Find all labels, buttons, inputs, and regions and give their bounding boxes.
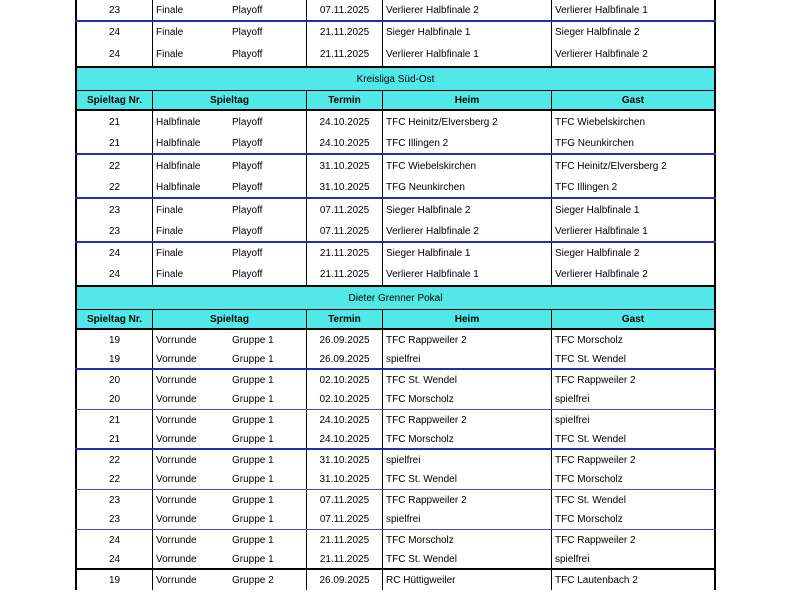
spieltag-nr-cell: 21 — [75, 111, 152, 133]
table-row — [75, 199, 716, 221]
header-gast: Gast — [551, 91, 716, 109]
gast-cell: TFC St. Wendel — [551, 430, 716, 448]
table-row — [75, 133, 716, 155]
heim-cell: Verlierer Halbfinale 2 — [382, 0, 551, 20]
termin-cell: 21.11.2025 — [306, 243, 382, 264]
typ-cell: Playoff — [232, 116, 263, 128]
runde-cell: Halbfinale — [152, 155, 229, 177]
termin-cell: 21.11.2025 — [306, 22, 382, 43]
runde-cell: Vorrunde — [152, 370, 229, 390]
typ-cell: Playoff — [232, 225, 263, 237]
header-spieltag-nr: Spieltag Nr. — [75, 91, 152, 109]
termin-cell: 26.09.2025 — [306, 570, 382, 590]
gast-cell: Sieger Halbfinale 2 — [551, 243, 716, 264]
runde-cell: Finale — [152, 0, 229, 20]
table-row — [75, 350, 716, 370]
gast-cell: TFG Neunkirchen — [551, 133, 716, 153]
spieltag-nr-cell: 24 — [75, 550, 152, 568]
table-row — [75, 570, 716, 590]
runde-cell: Finale — [152, 199, 229, 221]
section-title: Dieter Grenner Pokal — [75, 285, 716, 310]
runde-cell: Vorrunde — [152, 530, 229, 550]
gast-cell: TFC St. Wendel — [551, 490, 716, 510]
heim-cell: Verlierer Halbfinale 2 — [382, 221, 551, 241]
termin-cell: 07.11.2025 — [306, 0, 382, 20]
spieltag-nr-cell: 24 — [75, 530, 152, 550]
gast-cell: Sieger Halbfinale 2 — [551, 22, 716, 43]
schedule-sheet — [75, 0, 716, 590]
gast-cell: spielfrei — [551, 550, 716, 568]
runde-cell: Vorrunde — [152, 330, 229, 350]
runde-cell: Vorrunde — [152, 450, 229, 470]
heim-cell: TFC Wiebelskirchen — [382, 155, 551, 177]
spieltag-nr-cell: 21 — [75, 430, 152, 448]
typ-cell: Gruppe 1 — [232, 334, 274, 346]
heim-cell: RC Hüttigweiler — [382, 570, 551, 590]
sued-ost-rows — [75, 111, 716, 285]
typ-cell: Gruppe 1 — [232, 494, 274, 506]
gast-cell: Verlierer Halbfinale 1 — [551, 221, 716, 241]
gast-cell: Verlierer Halbfinale 1 — [551, 0, 716, 20]
runde-cell: Finale — [152, 264, 229, 285]
runde-cell: Vorrunde — [152, 570, 229, 590]
gast-cell: TFC Rappweiler 2 — [551, 370, 716, 390]
typ-cell: Playoff — [232, 4, 263, 16]
runde-cell: Vorrunde — [152, 350, 229, 368]
spieltag-nr-cell: 22 — [75, 177, 152, 197]
spieltag-nr-cell: 24 — [75, 243, 152, 264]
table-row — [75, 221, 716, 243]
spieltag-nr-cell: 20 — [75, 390, 152, 409]
gast-cell: TFC Wiebelskirchen — [551, 111, 716, 133]
termin-cell: 21.11.2025 — [306, 43, 382, 66]
typ-cell: Gruppe 1 — [232, 394, 274, 405]
spieltag-nr-cell: 23 — [75, 221, 152, 241]
termin-cell: 21.11.2025 — [306, 264, 382, 285]
gast-cell: TFC Morscholz — [551, 330, 716, 350]
table-row — [75, 430, 716, 450]
table-row — [75, 111, 716, 133]
gast-cell: Sieger Halbfinale 1 — [551, 199, 716, 221]
termin-cell: 31.10.2025 — [306, 177, 382, 197]
termin-cell: 31.10.2025 — [306, 470, 382, 489]
gast-cell: TFC Rappweiler 2 — [551, 530, 716, 550]
header-spieltag: Spieltag — [152, 91, 306, 109]
typ-cell: Gruppe 1 — [232, 414, 274, 426]
heim-cell: spielfrei — [382, 450, 551, 470]
runde-cell: Vorrunde — [152, 490, 229, 510]
gast-cell: TFC Illingen 2 — [551, 177, 716, 197]
heim-cell: TFC St. Wendel — [382, 550, 551, 568]
heim-cell: TFC Morscholz — [382, 430, 551, 448]
table-row — [75, 450, 716, 470]
header-heim: Heim — [382, 91, 551, 109]
spieltag-nr-cell: 24 — [75, 22, 152, 43]
table-row — [75, 243, 716, 264]
typ-cell: Playoff — [232, 181, 263, 193]
heim-cell: TFG Neunkirchen — [382, 177, 551, 197]
termin-cell: 07.11.2025 — [306, 490, 382, 510]
table-row — [75, 330, 716, 350]
typ-cell: Gruppe 1 — [232, 553, 274, 565]
table-row — [75, 490, 716, 510]
header-heim: Heim — [382, 310, 551, 328]
termin-cell: 07.11.2025 — [306, 221, 382, 241]
termin-cell: 07.11.2025 — [306, 199, 382, 221]
spieltag-nr-cell: 24 — [75, 264, 152, 285]
table-row — [75, 0, 716, 22]
runde-cell: Halbfinale — [152, 111, 229, 133]
heim-cell: Verlierer Halbfinale 1 — [382, 43, 551, 66]
gast-cell: TFC Rappweiler 2 — [551, 450, 716, 470]
runde-cell: Vorrunde — [152, 550, 229, 568]
spieltag-nr-cell: 19 — [75, 570, 152, 590]
heim-cell: Sieger Halbfinale 1 — [382, 22, 551, 43]
table-row — [75, 410, 716, 430]
spieltag-nr-cell: 23 — [75, 510, 152, 529]
spieltag-nr-cell: 23 — [75, 199, 152, 221]
runde-cell: Finale — [152, 243, 229, 264]
typ-cell: Gruppe 1 — [232, 514, 274, 525]
runde-cell: Finale — [152, 22, 229, 43]
spieltag-nr-cell: 22 — [75, 470, 152, 489]
spieltag-nr-cell: 20 — [75, 370, 152, 390]
spieltag-nr-cell: 22 — [75, 450, 152, 470]
header-spieltag: Spieltag — [152, 310, 306, 328]
termin-cell: 07.11.2025 — [306, 510, 382, 529]
typ-cell: Playoff — [232, 27, 263, 38]
gast-cell: TFC Morscholz — [551, 470, 716, 489]
table-row — [75, 155, 716, 177]
typ-cell: Gruppe 1 — [232, 433, 274, 445]
spieltag-nr-cell: 19 — [75, 330, 152, 350]
gast-cell: Verlierer Halbfinale 2 — [551, 264, 716, 285]
heim-cell: TFC Morscholz — [382, 390, 551, 409]
gast-cell: spielfrei — [551, 410, 716, 430]
spieltag-nr-cell: 21 — [75, 133, 152, 153]
termin-cell: 31.10.2025 — [306, 450, 382, 470]
section-title: Kreisliga Süd-Ost — [75, 66, 716, 91]
spieltag-nr-cell: 23 — [75, 0, 152, 20]
gast-cell: spielfrei — [551, 390, 716, 409]
typ-cell: Gruppe 1 — [232, 474, 274, 485]
heim-cell: TFC Rappweiler 2 — [382, 410, 551, 430]
typ-cell: Gruppe 1 — [232, 534, 274, 546]
gast-cell: TFC Morscholz — [551, 510, 716, 529]
pokal-rows — [75, 330, 716, 590]
typ-cell: Gruppe 1 — [232, 454, 274, 466]
gast-cell: TFC Heinitz/Elversberg 2 — [551, 155, 716, 177]
typ-cell: Playoff — [232, 137, 263, 149]
table-row — [75, 43, 716, 66]
heim-cell: TFC Rappweiler 2 — [382, 490, 551, 510]
typ-cell: Playoff — [232, 248, 263, 259]
header-spieltag-nr: Spieltag Nr. — [75, 310, 152, 328]
termin-cell: 24.10.2025 — [306, 133, 382, 153]
typ-cell: Playoff — [232, 269, 263, 280]
typ-cell: Playoff — [232, 160, 263, 172]
heim-cell: TFC Heinitz/Elversberg 2 — [382, 111, 551, 133]
heim-cell: Sieger Halbfinale 2 — [382, 199, 551, 221]
typ-cell: Playoff — [232, 49, 263, 60]
gast-cell: TFC St. Wendel — [551, 350, 716, 368]
termin-cell: 26.09.2025 — [306, 350, 382, 368]
termin-cell: 24.10.2025 — [306, 111, 382, 133]
runde-cell: Vorrunde — [152, 410, 229, 430]
heim-cell: TFC Rappweiler 2 — [382, 330, 551, 350]
termin-cell: 21.11.2025 — [306, 530, 382, 550]
table-row — [75, 370, 716, 390]
runde-cell: Vorrunde — [152, 430, 229, 448]
runde-cell: Finale — [152, 43, 229, 66]
heim-cell: Verlierer Halbfinale 1 — [382, 264, 551, 285]
table-row — [75, 470, 716, 490]
gast-cell: Verlierer Halbfinale 2 — [551, 43, 716, 66]
table-row — [75, 530, 716, 550]
spieltag-nr-cell: 23 — [75, 490, 152, 510]
table-row — [75, 510, 716, 530]
heim-cell: spielfrei — [382, 350, 551, 368]
header-gast: Gast — [551, 310, 716, 328]
termin-cell: 31.10.2025 — [306, 155, 382, 177]
table-row — [75, 22, 716, 43]
typ-cell: Gruppe 1 — [232, 353, 274, 365]
table-row — [75, 177, 716, 199]
header-termin: Termin — [306, 310, 382, 328]
runde-cell: Finale — [152, 221, 229, 241]
spieltag-nr-cell: 24 — [75, 43, 152, 66]
termin-cell: 26.09.2025 — [306, 330, 382, 350]
spieltag-nr-cell: 19 — [75, 350, 152, 368]
termin-cell: 02.10.2025 — [306, 390, 382, 409]
runde-cell: Vorrunde — [152, 390, 229, 409]
runde-cell: Halbfinale — [152, 177, 229, 197]
spieltag-nr-cell: 22 — [75, 155, 152, 177]
typ-cell: Gruppe 1 — [232, 374, 274, 386]
runde-cell: Vorrunde — [152, 510, 229, 529]
termin-cell: 21.11.2025 — [306, 550, 382, 568]
termin-cell: 24.10.2025 — [306, 410, 382, 430]
column-header-row — [75, 310, 716, 330]
termin-cell: 24.10.2025 — [306, 430, 382, 448]
termin-cell: 02.10.2025 — [306, 370, 382, 390]
header-termin: Termin — [306, 91, 382, 109]
runde-cell: Halbfinale — [152, 133, 229, 153]
column-header-row — [75, 91, 716, 111]
table-row — [75, 550, 716, 570]
heim-cell: TFC St. Wendel — [382, 470, 551, 489]
runde-cell: Vorrunde — [152, 470, 229, 489]
spieltag-nr-cell: 21 — [75, 410, 152, 430]
heim-cell: TFC Morscholz — [382, 530, 551, 550]
table-row — [75, 390, 716, 410]
heim-cell: TFC St. Wendel — [382, 370, 551, 390]
heim-cell: TFC Illingen 2 — [382, 133, 551, 153]
gast-cell: TFC Lautenbach 2 — [551, 570, 716, 590]
typ-cell: Gruppe 2 — [232, 574, 274, 586]
table-row — [75, 264, 716, 285]
typ-cell: Playoff — [232, 204, 263, 216]
heim-cell: spielfrei — [382, 510, 551, 529]
heim-cell: Sieger Halbfinale 1 — [382, 243, 551, 264]
